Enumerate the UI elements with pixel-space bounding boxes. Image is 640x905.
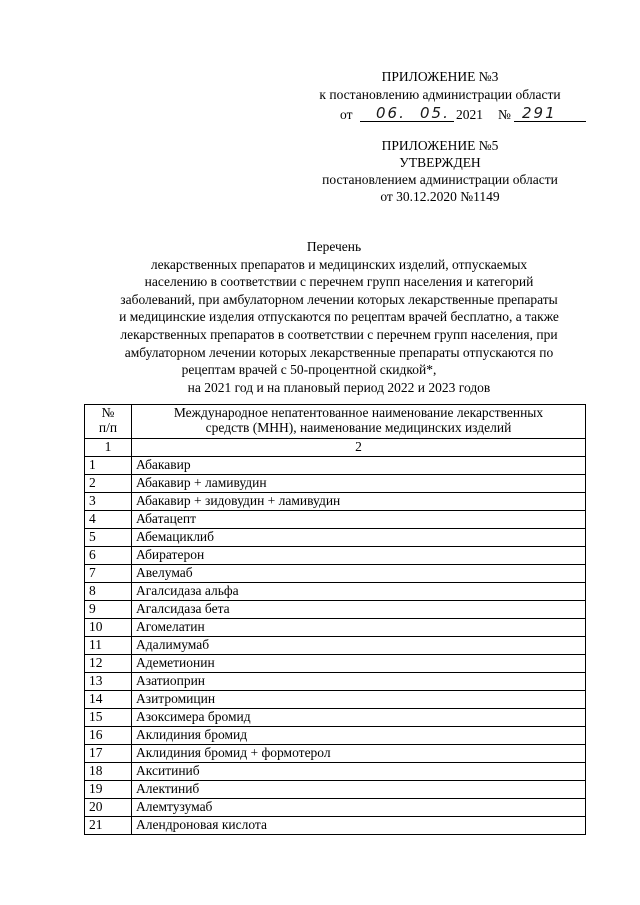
table-row — [85, 673, 586, 691]
title-line-5: и медицинские изделия отпускаются по рецептам врачей бесплатно, а также — [119, 309, 559, 325]
row-number: 10 — [85, 619, 132, 637]
table-row — [85, 457, 586, 475]
from-label: от — [340, 107, 353, 122]
table-row — [85, 817, 586, 835]
appendix-5-title: ПРИЛОЖЕНИЕ №5 — [381, 138, 499, 153]
table-row — [85, 637, 586, 655]
table-row — [85, 511, 586, 529]
row-medicine-name: Алектиниб — [132, 781, 586, 799]
row-number: 21 — [85, 817, 132, 835]
row-medicine-name: Акситиниб — [132, 763, 586, 781]
row-number: 17 — [85, 745, 132, 763]
row-medicine-name: Авелумаб — [132, 565, 586, 583]
table-row — [85, 799, 586, 817]
col-number-index: 1 — [85, 439, 132, 457]
row-number: 4 — [85, 511, 132, 529]
table-row — [85, 565, 586, 583]
row-number: 11 — [85, 637, 132, 655]
row-number: 7 — [85, 565, 132, 583]
table-row — [85, 655, 586, 673]
row-medicine-name: Абакавир — [132, 457, 586, 475]
row-number: 14 — [85, 691, 132, 709]
title-line-2: лекарственных препаратов и медицинских изделий, отпускаемых — [150, 256, 528, 272]
row-number: 9 — [85, 601, 132, 619]
col-name-index: 2 — [132, 439, 586, 457]
row-medicine-name: Алемтузумаб — [132, 799, 586, 817]
row-medicine-name: Абатацепт — [132, 511, 586, 529]
table-row — [85, 745, 586, 763]
approved-date: от 30.12.2020 №1149 — [380, 189, 500, 204]
row-medicine-name: Абакавир + зидовудин + ламивудин — [132, 493, 586, 511]
row-number: 6 — [85, 547, 132, 565]
title-line-4: заболеваний, при амбулаторном лечении которых лекарственные препараты — [120, 291, 558, 307]
table-row — [85, 475, 586, 493]
row-medicine-name: Адеметионин — [132, 655, 586, 673]
row-medicine-name: Аклидиния бромид — [132, 727, 586, 745]
row-medicine-name: Аклидиния бромид + формотерол — [132, 745, 586, 763]
table-row — [85, 493, 586, 511]
handwritten-month: 05. — [420, 104, 450, 122]
title-line-9: на 2021 год и на плановый период 2022 и 2023 годов — [187, 379, 491, 395]
row-medicine-name: Абемациклиб — [132, 529, 586, 547]
row-number: 18 — [85, 763, 132, 781]
number-label: № — [498, 107, 511, 122]
col-name-header — [132, 405, 586, 439]
table-row — [85, 709, 586, 727]
row-medicine-name: Алендроновая кислота — [132, 817, 586, 835]
row-medicine-name: Адалимумаб — [132, 637, 586, 655]
col-name-header-line1: Международное непатентованное наименование лекарственных — [173, 405, 544, 420]
row-medicine-name: Абакавир + ламивудин — [132, 475, 586, 493]
row-number: 20 — [85, 799, 132, 817]
table-row — [85, 727, 586, 745]
row-medicine-name: Агалсидаза альфа — [132, 583, 586, 601]
row-number: 13 — [85, 673, 132, 691]
col-number-header-line1: № — [101, 405, 115, 420]
appendix-3-subtitle: к постановлению администрации области — [319, 87, 561, 102]
row-medicine-name: Азоксимера бромид — [132, 709, 586, 727]
approved-label: УТВЕРЖДЕН — [399, 155, 481, 170]
row-number: 3 — [85, 493, 132, 511]
handwritten-day: 06. — [376, 104, 406, 122]
row-number: 2 — [85, 475, 132, 493]
title-line-6: лекарственных препаратов в соответствии с перечнем групп населения, при — [120, 326, 558, 342]
row-medicine-name: Азитромицин — [132, 691, 586, 709]
decree-date-line — [320, 104, 588, 124]
appendix-3-title: ПРИЛОЖЕНИЕ №3 — [381, 69, 499, 84]
title-line-8: рецептам врачей с 50-процентной скидкой*, — [181, 362, 437, 378]
row-number: 5 — [85, 529, 132, 547]
table-row — [85, 763, 586, 781]
row-number: 19 — [85, 781, 132, 799]
table-index-row — [85, 439, 586, 457]
table-row — [85, 547, 586, 565]
table-row — [85, 601, 586, 619]
title-line-7: амбулаторном лечении которых лекарственные препараты отпускаются по — [124, 344, 554, 360]
table-header-row — [85, 405, 586, 439]
col-number-header-line2: п/п — [98, 420, 118, 435]
row-number: 1 — [85, 457, 132, 475]
row-medicine-name: Агалсидаза бета — [132, 601, 586, 619]
row-number: 15 — [85, 709, 132, 727]
title-line-3: населению в соответствии с перечнем групп населения и категорий — [144, 274, 534, 290]
title-line-1: Перечень — [306, 239, 362, 254]
row-medicine-name: Агомелатин — [132, 619, 586, 637]
col-name-header-line2: средств (МНН), наименование медицинских изделий — [205, 420, 512, 435]
table-row — [85, 529, 586, 547]
row-number: 12 — [85, 655, 132, 673]
table-row — [85, 583, 586, 601]
document-title — [84, 238, 594, 396]
medicines-table — [84, 404, 586, 835]
handwritten-number: 291 — [522, 104, 557, 122]
row-number: 8 — [85, 583, 132, 601]
table-row — [85, 619, 586, 637]
row-medicine-name: Азатиоприн — [132, 673, 586, 691]
table-row — [85, 781, 586, 799]
row-number: 16 — [85, 727, 132, 745]
col-number-header — [85, 405, 132, 439]
approved-by: постановлением администрации области — [322, 172, 558, 187]
decree-year: 2021 — [456, 107, 483, 122]
row-medicine-name: Абиратерон — [132, 547, 586, 565]
table-row — [85, 691, 586, 709]
